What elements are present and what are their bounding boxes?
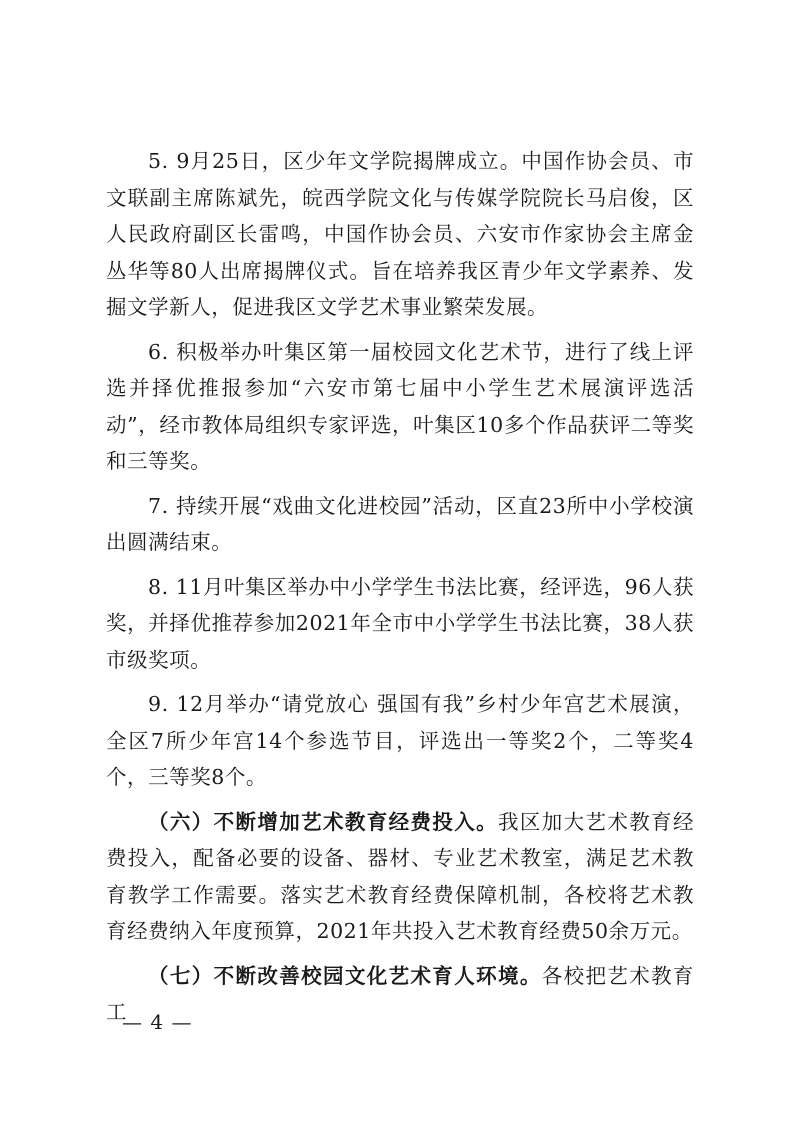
paragraph-item-9 bbox=[106, 686, 694, 796]
paragraph-text: 各校把艺术教育工 bbox=[106, 963, 694, 1024]
paragraph-section-7 bbox=[106, 958, 694, 1031]
paragraph-text: 5. 9月25日，区少年文学院揭牌成立。中国作协会员、市文联副主席陈斌先，皖西学院文化与传媒学院院长马启俊，区人民政府副区长雷鸣，中国作协会员、六安市作家协会主席金丛华等80人出席揭牌仪式。旨在培养我区青少年文学素养、发掘文学新人，促进我区文学艺术事业繁荣发展。 bbox=[106, 149, 694, 319]
paragraph-text: 9. 12月举办“请党放心 强国有我”乡村少年宫艺术展演，全区7所少年宫14个参选节目，评选出一等奖2个，二等奖4个，三等奖8个。 bbox=[106, 692, 694, 789]
paragraph-item-5 bbox=[106, 143, 694, 326]
paragraph-text: 6. 积极举办叶集区第一届校园文化艺术节，进行了线上评选并择优推报参加“六安市第七届中小学生艺术展演评选活动”，经市教体局组织专家评选，叶集区10多个作品获评二等奖和三等奖。 bbox=[106, 339, 694, 473]
paragraph-item-6 bbox=[106, 334, 694, 480]
paragraph-text: 我区加大艺术教育经费投入，配备必要的设备、器材、专业艺术教室，满足艺术教育教学工作需要。落实艺术教育经费保障机制，各校将艺术教育经费纳入年度预算，2021年共投入艺术教育经费50余万元。 bbox=[106, 809, 694, 943]
section-heading: （七）不断改善校园文化艺术育人环境。 bbox=[148, 963, 542, 988]
paragraph-text: 8. 11月叶集区举办中小学学生书法比赛，经评选，96人获奖，并择优推荐参加2021年全市中小学学生书法比赛，38人获市级奖项。 bbox=[106, 574, 694, 672]
paragraph-section-6 bbox=[106, 804, 694, 950]
paragraph-text: 7. 持续开展“戏曲文化进校园”活动，区直23所中小学校演出圆满结束。 bbox=[106, 493, 694, 554]
page-number: — 4 — bbox=[122, 1010, 193, 1034]
paragraph-item-8 bbox=[106, 569, 694, 679]
paragraph-item-7 bbox=[106, 488, 694, 561]
section-heading: （六）不断增加艺术教育经费投入。 bbox=[148, 809, 498, 834]
body-text bbox=[106, 143, 694, 1039]
